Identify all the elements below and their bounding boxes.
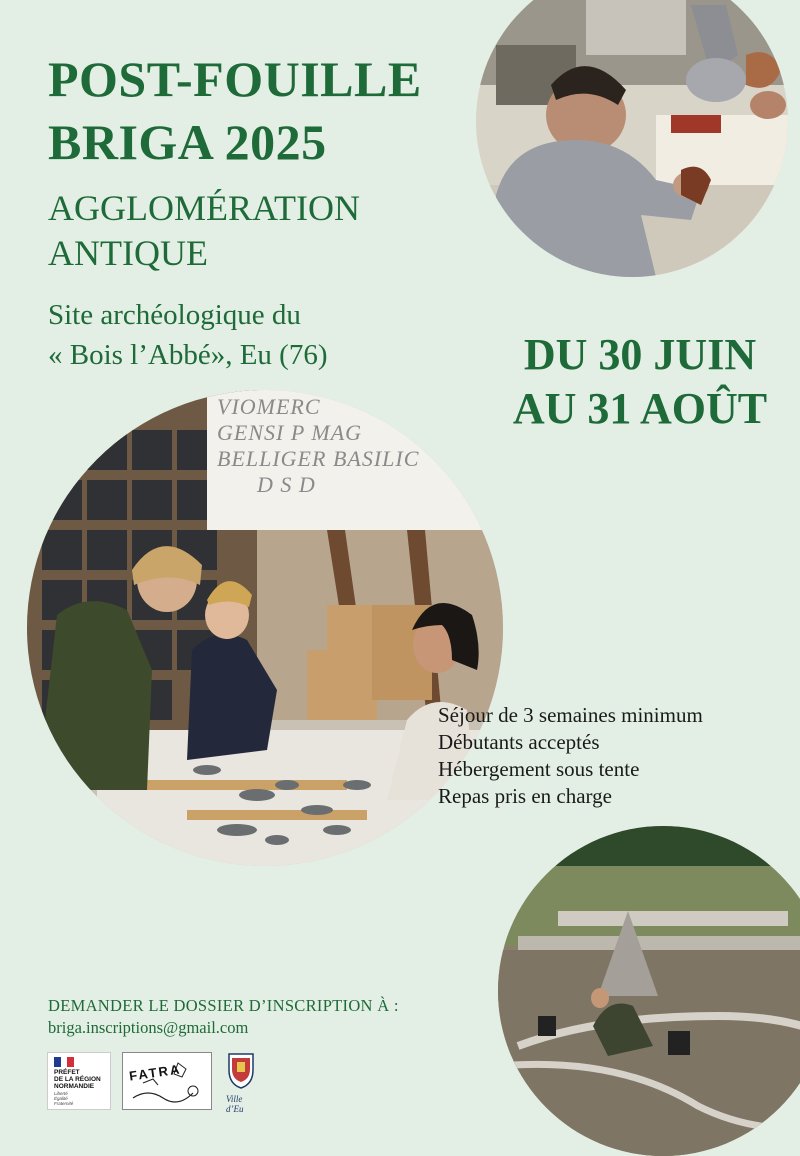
ville-eu-text: Ville d’Eu — [226, 1094, 244, 1114]
prefet-motto-1: Liberté — [54, 1091, 68, 1096]
site-line-2: « Bois l’Abbé», Eu (76) — [48, 339, 328, 371]
poster-subtitle — [48, 186, 360, 276]
contact-email: briga.inscriptions@gmail.com — [48, 1018, 249, 1037]
marianne-icon — [54, 1057, 74, 1067]
prefet-motto-2: Égalité — [54, 1096, 68, 1101]
inscription-line-2: GENSI P MAG — [217, 420, 363, 445]
inscription-line-3: BELLIGER BASILIC — [217, 446, 420, 471]
subtitle-line-1: AGGLOMÉRATION — [48, 188, 360, 228]
date-range — [490, 328, 790, 436]
info-item: Séjour de 3 semaines minimum — [438, 703, 703, 727]
prefet-motto-3: Fraternité — [54, 1101, 74, 1106]
prefet-normandie-logo — [47, 1052, 111, 1110]
prefet-line-1: PRÉFET — [54, 1069, 80, 1076]
title-line-2: BRIGA 2025 — [48, 114, 327, 170]
photo-lab-student — [476, 0, 788, 277]
photo-excavation-site — [498, 826, 800, 1156]
inscription-board — [217, 394, 487, 498]
prefet-line-3: NORMANDIE — [54, 1083, 95, 1090]
fatra-logo — [122, 1052, 212, 1110]
prefet-line-2: DE LA RÉGION — [54, 1076, 101, 1083]
info-item: Hébergement sous tente — [438, 757, 640, 781]
fatra-text: FATRA — [128, 1061, 183, 1084]
ville-eu-logo — [224, 1050, 258, 1114]
inscription-line-1: VIOMERC — [217, 394, 321, 419]
site-line-1: Site archéologique du — [48, 299, 301, 331]
contact-heading: DEMANDER LE DOSSIER D’INSCRIPTION À : — [48, 996, 399, 1015]
info-list — [438, 702, 703, 810]
dates-line-2: AU 31 AOÛT — [512, 384, 768, 433]
site-location — [48, 295, 328, 375]
coat-of-arms-icon — [226, 1050, 256, 1090]
info-item: Repas pris en charge — [438, 784, 612, 808]
title-line-1: POST-FOUILLE — [48, 51, 422, 107]
poster-title — [48, 48, 422, 174]
inscription-line-4: D S D — [257, 472, 316, 497]
dates-line-1: DU 30 JUIN — [523, 330, 757, 379]
subtitle-line-2: ANTIQUE — [48, 233, 208, 273]
photo-team-sorting — [27, 390, 503, 866]
info-item: Débutants acceptés — [438, 730, 600, 754]
